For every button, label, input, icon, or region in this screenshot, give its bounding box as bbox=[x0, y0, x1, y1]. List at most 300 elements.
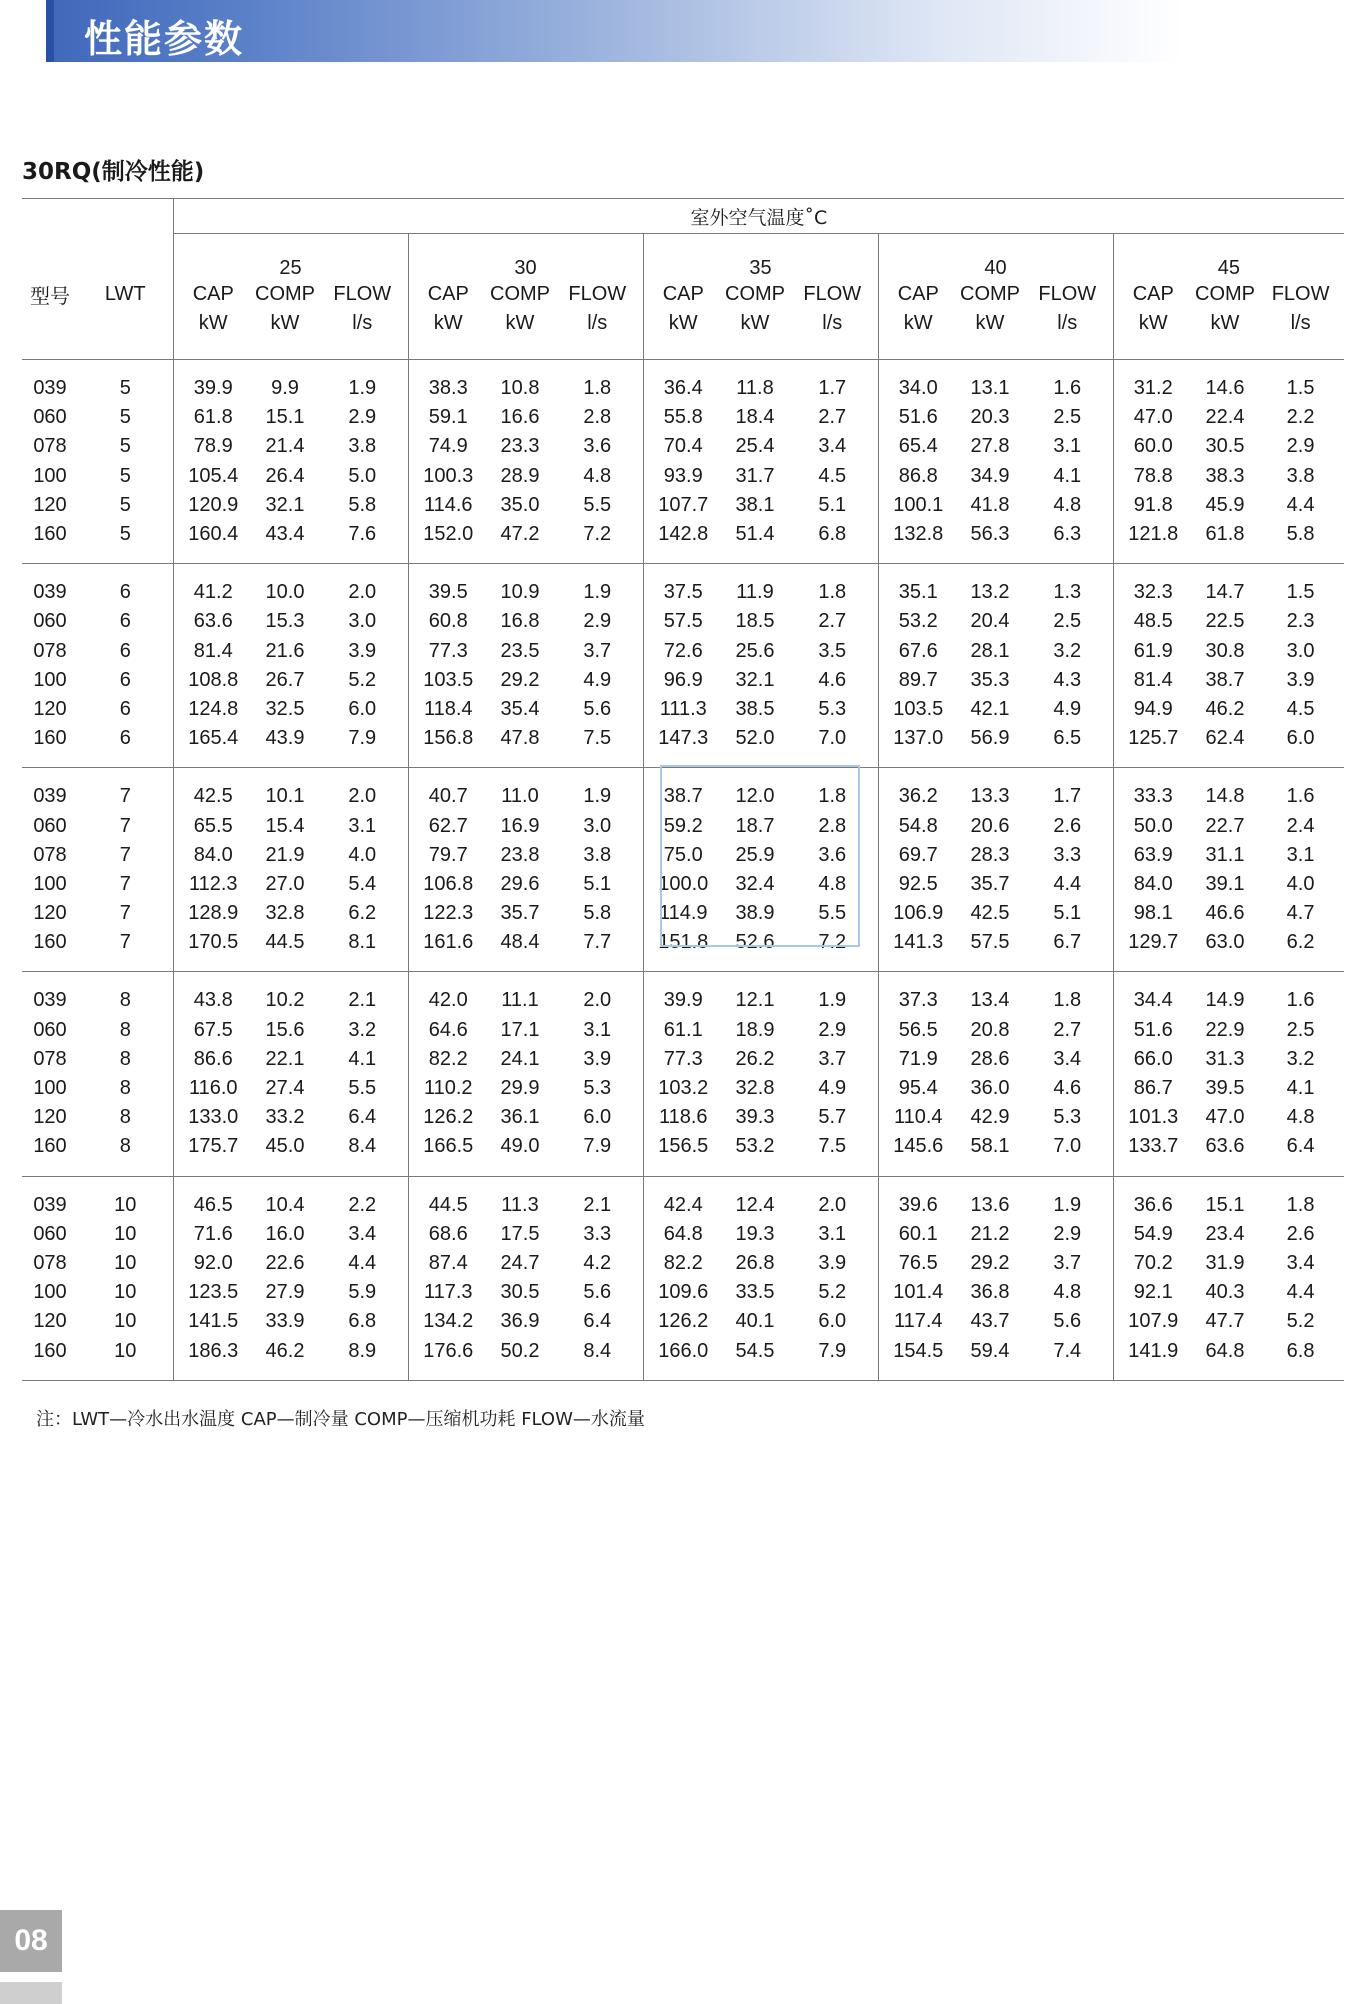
value-cell: 2.0 bbox=[348, 785, 377, 808]
value-cell: 2.9 bbox=[1053, 1222, 1082, 1245]
lwt-cell: 5 bbox=[119, 435, 131, 458]
value-cell: 156.8 bbox=[408, 724, 488, 753]
value-cell: 70.2 bbox=[1113, 1249, 1193, 1278]
value-cell: 4.8 bbox=[818, 872, 847, 895]
value-cell: 161.6 bbox=[408, 928, 488, 957]
value-cell: 31.2 bbox=[1113, 374, 1193, 403]
value-cell: 39.6 bbox=[878, 1191, 958, 1220]
value-cell: 65.5 bbox=[173, 811, 253, 840]
value-cell: 10.0 bbox=[265, 581, 305, 604]
value-cell: 3.1 bbox=[1053, 435, 1082, 458]
value-cell: 61.8 bbox=[173, 403, 253, 432]
value-cell: 78.8 bbox=[1113, 462, 1193, 491]
value-cell: 43.9 bbox=[265, 727, 305, 750]
table-row bbox=[22, 782, 1344, 811]
value-cell: 76.5 bbox=[878, 1249, 958, 1278]
lwt-cell: 5 bbox=[119, 406, 131, 429]
value-cell: 3.6 bbox=[583, 435, 612, 458]
value-cell: 67.6 bbox=[878, 637, 958, 666]
value-cell: 3.9 bbox=[818, 1251, 847, 1274]
value-cell: 2.5 bbox=[1286, 1018, 1315, 1041]
value-cell: 6.7 bbox=[1053, 931, 1082, 954]
value-cell: 44.5 bbox=[408, 1191, 488, 1220]
value-cell: 105.4 bbox=[173, 462, 253, 491]
value-cell: 63.9 bbox=[1113, 841, 1193, 870]
value-cell: 40.3 bbox=[1205, 1281, 1245, 1304]
value-cell: 7.2 bbox=[583, 523, 612, 546]
value-cell: 3.1 bbox=[1286, 843, 1315, 866]
value-cell: 103.2 bbox=[643, 1074, 723, 1103]
value-cell: 3.1 bbox=[583, 1018, 612, 1041]
value-cell: 60.1 bbox=[878, 1220, 958, 1249]
value-cell: 81.4 bbox=[173, 637, 253, 666]
value-cell: 2.7 bbox=[1053, 1018, 1082, 1041]
value-cell: 2.6 bbox=[1286, 1222, 1315, 1245]
value-cell: 110.4 bbox=[878, 1103, 958, 1132]
value-cell: 15.4 bbox=[265, 814, 305, 837]
value-cell: 4.5 bbox=[1286, 697, 1315, 720]
value-cell: 31.1 bbox=[1205, 843, 1245, 866]
value-cell: 3.2 bbox=[1286, 1047, 1315, 1070]
column-unit: kW bbox=[505, 311, 535, 334]
value-cell: 43.4 bbox=[265, 523, 305, 546]
value-cell: 2.5 bbox=[1053, 610, 1082, 633]
value-cell: 126.2 bbox=[643, 1307, 723, 1336]
value-cell: 116.0 bbox=[173, 1074, 253, 1103]
model-cell: 060 bbox=[33, 814, 67, 837]
value-cell: 31.7 bbox=[735, 464, 775, 487]
value-cell: 42.5 bbox=[970, 902, 1010, 925]
value-cell: 47.0 bbox=[1205, 1106, 1245, 1129]
value-cell: 21.6 bbox=[265, 639, 305, 662]
value-cell: 176.6 bbox=[408, 1336, 488, 1365]
value-cell: 16.8 bbox=[500, 610, 540, 633]
model-cell: 160 bbox=[33, 1135, 67, 1158]
model-cell: 039 bbox=[33, 785, 67, 808]
value-cell: 5.5 bbox=[583, 493, 612, 516]
value-cell: 114.9 bbox=[643, 899, 723, 928]
value-cell: 32.1 bbox=[265, 493, 305, 516]
value-cell: 20.4 bbox=[970, 610, 1010, 633]
value-cell: 38.5 bbox=[735, 697, 775, 720]
value-cell: 106.9 bbox=[878, 899, 958, 928]
column-unit: l/s bbox=[1057, 311, 1078, 334]
value-cell: 4.4 bbox=[1053, 872, 1082, 895]
value-cell: 2.8 bbox=[818, 814, 847, 837]
value-cell: 32.8 bbox=[265, 902, 305, 925]
value-cell: 1.9 bbox=[583, 785, 612, 808]
table-row bbox=[22, 1074, 1344, 1103]
value-cell: 59.1 bbox=[408, 403, 488, 432]
model-cell: 160 bbox=[33, 727, 67, 750]
value-cell: 26.4 bbox=[265, 464, 305, 487]
value-cell: 77.3 bbox=[643, 1045, 723, 1074]
value-cell: 95.4 bbox=[878, 1074, 958, 1103]
column-unit: l/s bbox=[352, 311, 373, 334]
model-cell: 120 bbox=[33, 902, 67, 925]
value-cell: 7.5 bbox=[818, 1135, 847, 1158]
model-cell: 100 bbox=[33, 872, 67, 895]
value-cell: 7.7 bbox=[583, 931, 612, 954]
lwt-cell: 7 bbox=[119, 843, 131, 866]
model-cell: 100 bbox=[33, 464, 67, 487]
model-cell: 078 bbox=[33, 1251, 67, 1274]
value-cell: 61.8 bbox=[1205, 523, 1245, 546]
value-cell: 36.4 bbox=[643, 374, 723, 403]
value-cell: 1.8 bbox=[1053, 989, 1082, 1012]
value-cell: 4.8 bbox=[1286, 1106, 1315, 1129]
column-label: FLOW bbox=[1038, 283, 1097, 305]
value-cell: 5.2 bbox=[1286, 1310, 1315, 1333]
value-cell: 46.5 bbox=[173, 1191, 253, 1220]
table-row bbox=[22, 811, 1344, 840]
value-cell: 126.2 bbox=[408, 1103, 488, 1132]
value-cell: 141.5 bbox=[173, 1307, 253, 1336]
column-unit: kW bbox=[878, 309, 958, 337]
value-cell: 64.6 bbox=[408, 1016, 488, 1045]
value-cell: 14.6 bbox=[1205, 377, 1245, 400]
value-cell: 122.3 bbox=[408, 899, 488, 928]
value-cell: 3.4 bbox=[348, 1222, 377, 1245]
value-cell: 1.8 bbox=[818, 581, 847, 604]
value-cell: 7.9 bbox=[583, 1135, 612, 1158]
model-cell: 060 bbox=[33, 406, 67, 429]
value-cell: 82.2 bbox=[408, 1045, 488, 1074]
value-cell: 58.1 bbox=[970, 1135, 1010, 1158]
value-cell: 41.8 bbox=[970, 493, 1010, 516]
table-row bbox=[22, 520, 1344, 549]
value-cell: 2.2 bbox=[1286, 406, 1315, 429]
value-cell: 39.5 bbox=[408, 578, 488, 607]
value-cell: 46.2 bbox=[265, 1339, 305, 1362]
value-cell: 1.9 bbox=[348, 377, 377, 400]
value-cell: 5.3 bbox=[583, 1077, 612, 1100]
value-cell: 110.2 bbox=[408, 1074, 488, 1103]
value-cell: 57.5 bbox=[643, 607, 723, 636]
value-cell: 3.8 bbox=[583, 843, 612, 866]
value-cell: 186.3 bbox=[173, 1336, 253, 1365]
value-cell: 61.1 bbox=[643, 1016, 723, 1045]
lwt-cell: 7 bbox=[119, 814, 131, 837]
value-cell: 107.7 bbox=[643, 491, 723, 520]
value-cell: 133.7 bbox=[1113, 1132, 1193, 1161]
table-row bbox=[22, 899, 1344, 928]
value-cell: 51.4 bbox=[735, 523, 775, 546]
value-cell: 35.7 bbox=[500, 902, 540, 925]
column-label: COMP bbox=[255, 283, 315, 305]
temp-header: 40 bbox=[878, 234, 1113, 281]
value-cell: 23.3 bbox=[500, 435, 540, 458]
value-cell: 22.1 bbox=[265, 1047, 305, 1070]
column-label: COMP bbox=[1195, 283, 1255, 305]
value-cell: 3.3 bbox=[1053, 843, 1082, 866]
value-cell: 1.7 bbox=[818, 377, 847, 400]
value-cell: 44.5 bbox=[265, 931, 305, 954]
lwt-cell: 5 bbox=[119, 464, 131, 487]
lwt-cell: 10 bbox=[114, 1251, 137, 1274]
value-cell: 75.0 bbox=[643, 841, 723, 870]
value-cell: 1.8 bbox=[1286, 1193, 1315, 1216]
value-cell: 125.7 bbox=[1113, 724, 1193, 753]
value-cell: 67.5 bbox=[173, 1016, 253, 1045]
value-cell: 4.9 bbox=[818, 1077, 847, 1100]
column-unit: kW bbox=[173, 309, 253, 337]
table-row bbox=[22, 578, 1344, 607]
value-cell: 20.8 bbox=[970, 1018, 1010, 1041]
value-cell: 21.4 bbox=[265, 435, 305, 458]
value-cell: 16.6 bbox=[500, 406, 540, 429]
value-cell: 6.5 bbox=[1053, 727, 1082, 750]
temp-header: 30 bbox=[408, 234, 643, 281]
value-cell: 26.8 bbox=[735, 1251, 775, 1274]
value-cell: 5.0 bbox=[348, 464, 377, 487]
value-cell: 165.4 bbox=[173, 724, 253, 753]
table-row bbox=[22, 870, 1344, 899]
value-cell: 29.2 bbox=[500, 668, 540, 691]
value-cell: 62.7 bbox=[408, 811, 488, 840]
value-cell: 15.6 bbox=[265, 1018, 305, 1041]
value-cell: 37.3 bbox=[878, 986, 958, 1015]
value-cell: 39.1 bbox=[1205, 872, 1245, 895]
value-cell: 77.3 bbox=[408, 637, 488, 666]
model-cell: 160 bbox=[33, 931, 67, 954]
value-cell: 5.6 bbox=[583, 697, 612, 720]
model-cell: 120 bbox=[33, 697, 67, 720]
value-cell: 28.6 bbox=[970, 1047, 1010, 1070]
value-cell: 170.5 bbox=[173, 928, 253, 957]
value-cell: 56.3 bbox=[970, 523, 1010, 546]
value-cell: 3.0 bbox=[583, 814, 612, 837]
table-row bbox=[22, 1278, 1344, 1307]
value-cell: 46.2 bbox=[1205, 697, 1245, 720]
lwt-cell: 5 bbox=[119, 523, 131, 546]
value-cell: 4.1 bbox=[1053, 464, 1082, 487]
value-cell: 63.0 bbox=[1205, 931, 1245, 954]
performance-table bbox=[22, 198, 1344, 1381]
value-cell: 5.3 bbox=[818, 697, 847, 720]
value-cell: 36.9 bbox=[500, 1310, 540, 1333]
value-cell: 38.9 bbox=[735, 902, 775, 925]
value-cell: 117.3 bbox=[408, 1278, 488, 1307]
value-cell: 12.0 bbox=[735, 785, 775, 808]
value-cell: 35.4 bbox=[500, 697, 540, 720]
value-cell: 3.7 bbox=[583, 639, 612, 662]
value-cell: 72.6 bbox=[643, 637, 723, 666]
value-cell: 84.0 bbox=[1113, 870, 1193, 899]
value-cell: 39.5 bbox=[1205, 1077, 1245, 1100]
value-cell: 4.2 bbox=[583, 1251, 612, 1274]
column-label: CAP bbox=[173, 280, 253, 309]
column-label: CAP bbox=[643, 280, 723, 309]
value-cell: 1.7 bbox=[1053, 785, 1082, 808]
value-cell: 145.6 bbox=[878, 1132, 958, 1161]
value-cell: 34.9 bbox=[970, 464, 1010, 487]
value-cell: 118.4 bbox=[408, 695, 488, 724]
value-cell: 5.6 bbox=[583, 1281, 612, 1304]
value-cell: 6.0 bbox=[818, 1310, 847, 1333]
value-cell: 1.6 bbox=[1286, 785, 1315, 808]
column-unit: l/s bbox=[822, 311, 843, 334]
value-cell: 3.9 bbox=[1286, 668, 1315, 691]
value-cell: 64.8 bbox=[643, 1220, 723, 1249]
value-cell: 1.5 bbox=[1286, 377, 1315, 400]
value-cell: 4.8 bbox=[583, 464, 612, 487]
value-cell: 22.4 bbox=[1205, 406, 1245, 429]
value-cell: 101.3 bbox=[1113, 1103, 1193, 1132]
value-cell: 27.0 bbox=[265, 872, 305, 895]
header-accent-bar bbox=[46, 0, 54, 62]
page-number-bar bbox=[0, 1982, 62, 2004]
value-cell: 38.3 bbox=[408, 374, 488, 403]
value-cell: 87.4 bbox=[408, 1249, 488, 1278]
model-cell: 160 bbox=[33, 1339, 67, 1362]
value-cell: 33.2 bbox=[265, 1106, 305, 1129]
model-cell: 039 bbox=[33, 989, 67, 1012]
group-gap bbox=[22, 957, 1344, 972]
value-cell: 141.9 bbox=[1113, 1336, 1193, 1365]
model-cell: 060 bbox=[33, 610, 67, 633]
header-row-labels bbox=[22, 280, 1344, 309]
value-cell: 27.8 bbox=[970, 435, 1010, 458]
value-cell: 14.8 bbox=[1205, 785, 1245, 808]
model-header: 型号 bbox=[30, 284, 70, 308]
lwt-cell: 8 bbox=[119, 1018, 131, 1041]
outdoor-temp-label: 室外空气温度˚C bbox=[173, 199, 1344, 234]
table-row bbox=[22, 1307, 1344, 1336]
value-cell: 6.3 bbox=[1053, 523, 1082, 546]
value-cell: 28.3 bbox=[970, 843, 1010, 866]
value-cell: 47.7 bbox=[1205, 1310, 1245, 1333]
value-cell: 132.8 bbox=[878, 520, 958, 549]
value-cell: 7.4 bbox=[1053, 1339, 1082, 1362]
group-separator bbox=[22, 360, 1344, 375]
value-cell: 24.1 bbox=[500, 1047, 540, 1070]
value-cell: 6.8 bbox=[348, 1310, 377, 1333]
value-cell: 43.8 bbox=[173, 986, 253, 1015]
value-cell: 120.9 bbox=[173, 491, 253, 520]
value-cell: 106.8 bbox=[408, 870, 488, 899]
value-cell: 74.9 bbox=[408, 432, 488, 461]
value-cell: 5.4 bbox=[348, 872, 377, 895]
value-cell: 52.0 bbox=[735, 727, 775, 750]
value-cell: 137.0 bbox=[878, 724, 958, 753]
value-cell: 18.7 bbox=[735, 814, 775, 837]
value-cell: 2.9 bbox=[1286, 435, 1315, 458]
value-cell: 109.6 bbox=[643, 1278, 723, 1307]
value-cell: 32.5 bbox=[265, 697, 305, 720]
value-cell: 3.2 bbox=[1053, 639, 1082, 662]
value-cell: 2.5 bbox=[1053, 406, 1082, 429]
value-cell: 7.5 bbox=[583, 727, 612, 750]
value-cell: 6.0 bbox=[583, 1106, 612, 1129]
value-cell: 42.9 bbox=[970, 1106, 1010, 1129]
value-cell: 124.8 bbox=[173, 695, 253, 724]
group-gap bbox=[22, 549, 1344, 564]
value-cell: 20.6 bbox=[970, 814, 1010, 837]
column-label: FLOW bbox=[333, 283, 392, 305]
value-cell: 2.0 bbox=[348, 581, 377, 604]
value-cell: 28.9 bbox=[500, 464, 540, 487]
value-cell: 48.4 bbox=[500, 931, 540, 954]
value-cell: 2.0 bbox=[583, 989, 612, 1012]
value-cell: 5.8 bbox=[583, 902, 612, 925]
value-cell: 2.2 bbox=[348, 1193, 377, 1216]
value-cell: 6.4 bbox=[583, 1310, 612, 1333]
value-cell: 84.0 bbox=[173, 841, 253, 870]
value-cell: 6.4 bbox=[1286, 1135, 1315, 1158]
group-separator bbox=[22, 564, 1344, 579]
value-cell: 3.5 bbox=[818, 639, 847, 662]
value-cell: 42.0 bbox=[408, 986, 488, 1015]
value-cell: 26.2 bbox=[735, 1047, 775, 1070]
temp-header: 35 bbox=[643, 234, 878, 281]
table-row bbox=[22, 1336, 1344, 1365]
value-cell: 166.5 bbox=[408, 1132, 488, 1161]
value-cell: 114.6 bbox=[408, 491, 488, 520]
lwt-cell: 7 bbox=[119, 931, 131, 954]
value-cell: 45.0 bbox=[265, 1135, 305, 1158]
value-cell: 86.6 bbox=[173, 1045, 253, 1074]
value-cell: 6.2 bbox=[1286, 931, 1315, 954]
column-label: FLOW bbox=[803, 283, 862, 305]
model-cell: 078 bbox=[33, 435, 67, 458]
value-cell: 152.0 bbox=[408, 520, 488, 549]
value-cell: 31.9 bbox=[1205, 1251, 1245, 1274]
value-cell: 4.0 bbox=[348, 843, 377, 866]
value-cell: 22.6 bbox=[265, 1251, 305, 1274]
value-cell: 39.3 bbox=[735, 1106, 775, 1129]
table-row bbox=[22, 928, 1344, 957]
value-cell: 32.8 bbox=[735, 1077, 775, 1100]
column-label: COMP bbox=[725, 283, 785, 305]
value-cell: 51.6 bbox=[1113, 1016, 1193, 1045]
value-cell: 3.4 bbox=[1053, 1047, 1082, 1070]
model-cell: 039 bbox=[33, 377, 67, 400]
value-cell: 35.7 bbox=[970, 872, 1010, 895]
value-cell: 8.4 bbox=[348, 1135, 377, 1158]
value-cell: 2.0 bbox=[818, 1193, 847, 1216]
header-row-units bbox=[22, 309, 1344, 337]
column-label: CAP bbox=[1113, 280, 1193, 309]
value-cell: 43.7 bbox=[970, 1310, 1010, 1333]
value-cell: 55.8 bbox=[643, 403, 723, 432]
footnote: 注：LWT—冷水出水温度 CAP—制冷量 COMP—压缩机功耗 FLOW—水流量 bbox=[36, 1409, 645, 1430]
value-cell: 78.9 bbox=[173, 432, 253, 461]
lwt-cell: 10 bbox=[114, 1281, 137, 1304]
value-cell: 1.9 bbox=[818, 989, 847, 1012]
value-cell: 52.6 bbox=[735, 931, 775, 954]
value-cell: 156.5 bbox=[643, 1132, 723, 1161]
value-cell: 3.0 bbox=[348, 610, 377, 633]
value-cell: 86.8 bbox=[878, 462, 958, 491]
value-cell: 64.8 bbox=[1205, 1339, 1245, 1362]
value-cell: 12.1 bbox=[735, 989, 775, 1012]
table-row bbox=[22, 1132, 1344, 1161]
lwt-cell: 7 bbox=[119, 785, 131, 808]
value-cell: 10.2 bbox=[265, 989, 305, 1012]
value-cell: 4.1 bbox=[348, 1047, 377, 1070]
table-row bbox=[22, 841, 1344, 870]
value-cell: 3.9 bbox=[583, 1047, 612, 1070]
value-cell: 42.4 bbox=[643, 1191, 723, 1220]
value-cell: 98.1 bbox=[1113, 899, 1193, 928]
lwt-cell: 6 bbox=[119, 610, 131, 633]
value-cell: 7.9 bbox=[818, 1339, 847, 1362]
value-cell: 7.0 bbox=[818, 727, 847, 750]
value-cell: 40.1 bbox=[735, 1310, 775, 1333]
value-cell: 82.2 bbox=[643, 1249, 723, 1278]
value-cell: 141.3 bbox=[878, 928, 958, 957]
